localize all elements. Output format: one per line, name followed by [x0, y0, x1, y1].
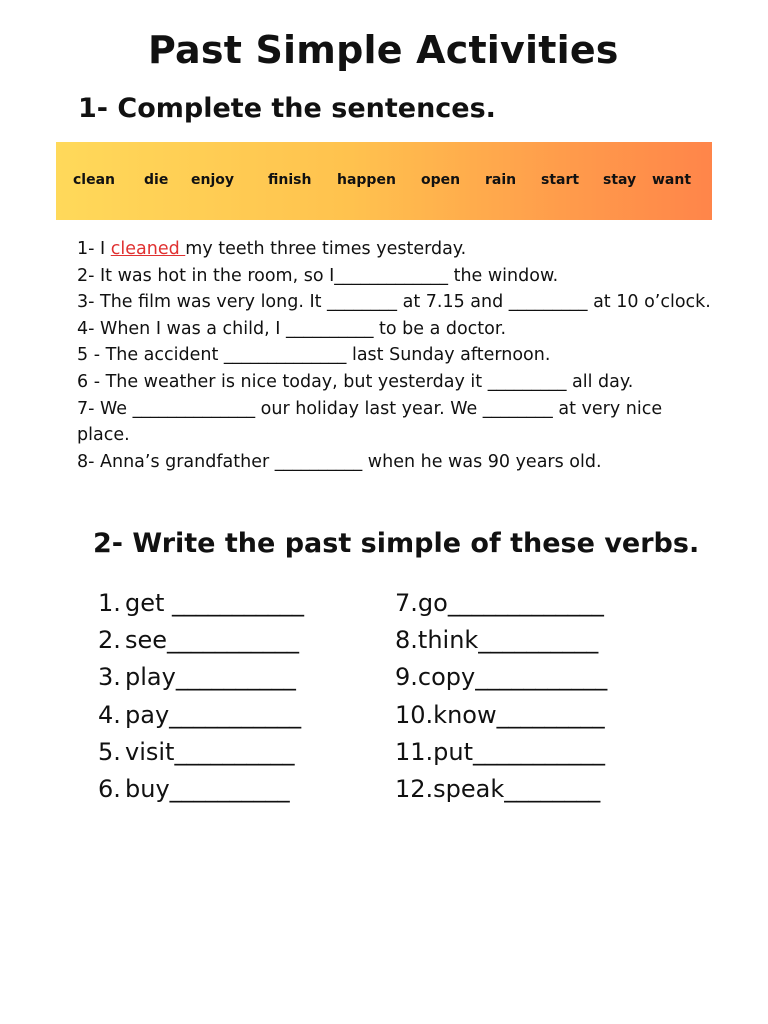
sentence-4: 4- When I was a child, I __________ to be a doctor.: [77, 318, 507, 339]
verb-number: 9.: [395, 663, 418, 691]
verb-number: 12.: [395, 775, 434, 803]
verb-number: 10.: [395, 701, 434, 729]
verb-item: [98, 588, 304, 618]
verb-text: get ___________: [125, 589, 305, 617]
verb-item: [395, 737, 605, 767]
word-bank: [56, 142, 712, 220]
section-2-heading: 2- Write the past simple of these verbs.: [93, 528, 700, 559]
verb-item: [98, 662, 296, 692]
verb-number: 8.: [395, 626, 418, 654]
word-bank-item: die: [144, 172, 169, 188]
sentence-1-start: 1- I: [77, 239, 111, 259]
word-bank-item: finish: [268, 172, 312, 188]
verb-number: 2.: [98, 626, 121, 654]
sentence-1-end: my teeth three times yesterday.: [185, 239, 467, 259]
sentence-8: 8- Anna’s grandfather __________ when he was 90 years old.: [77, 451, 602, 472]
verb-text: play__________: [125, 663, 296, 691]
page-title: Past Simple Activities: [148, 28, 619, 72]
verb-text: buy__________: [125, 775, 290, 803]
verb-item: [98, 737, 294, 767]
sentence-5: 5 - The accident ______________ last Sunday afternoon.: [77, 345, 551, 366]
verb-item: [395, 662, 607, 692]
word-bank-item: rain: [485, 172, 517, 188]
verb-text: copy___________: [417, 663, 608, 691]
verb-item: [98, 700, 301, 730]
sentence-list: [77, 236, 717, 475]
verb-item: [395, 700, 605, 730]
verb-number: 11.: [395, 738, 434, 766]
sentence-1: [77, 236, 717, 263]
word-bank-item: enjoy: [191, 172, 235, 188]
verb-text: speak________: [433, 775, 601, 803]
verb-item: [395, 588, 604, 618]
word-bank-item: want: [652, 172, 692, 188]
sentence-7: 7- We ______________ our holiday last year. We ________ at very nice place.: [77, 398, 663, 446]
verb-number: 1.: [98, 589, 121, 617]
sentence-3: 3- The film was very long. It ________ at 7.15 and _________ at 10 o’clock.: [77, 292, 711, 313]
verb-item: [98, 774, 290, 804]
verb-text: see___________: [125, 626, 300, 654]
verb-item: [395, 625, 598, 655]
verb-number: 3.: [98, 663, 121, 691]
word-bank-item: clean: [73, 172, 116, 188]
word-bank-item: happen: [337, 172, 396, 188]
verb-number: 6.: [98, 775, 121, 803]
example-answer: cleaned: [110, 239, 186, 259]
word-bank-item: start: [541, 172, 580, 188]
sentence-6: 6 - The weather is nice today, but yesterday it _________ all day.: [77, 371, 634, 392]
verb-number: 5.: [98, 738, 121, 766]
verb-text: think__________: [417, 626, 599, 654]
verb-text: pay___________: [125, 701, 302, 729]
section-1-heading: 1- Complete the sentences.: [78, 93, 496, 124]
verb-item: [395, 774, 600, 804]
verb-text: put___________: [433, 738, 606, 766]
verb-text: know_________: [433, 701, 605, 729]
sentence-2: 2- It was hot in the room, so I_____________ the window.: [77, 265, 559, 286]
word-bank-item: stay: [603, 172, 637, 188]
verb-text: visit__________: [125, 738, 295, 766]
word-bank-item: open: [421, 172, 461, 188]
verb-text: go_____________: [417, 589, 604, 617]
verb-item: [98, 625, 299, 655]
verb-number: 4.: [98, 701, 121, 729]
verb-number: 7.: [395, 589, 418, 617]
